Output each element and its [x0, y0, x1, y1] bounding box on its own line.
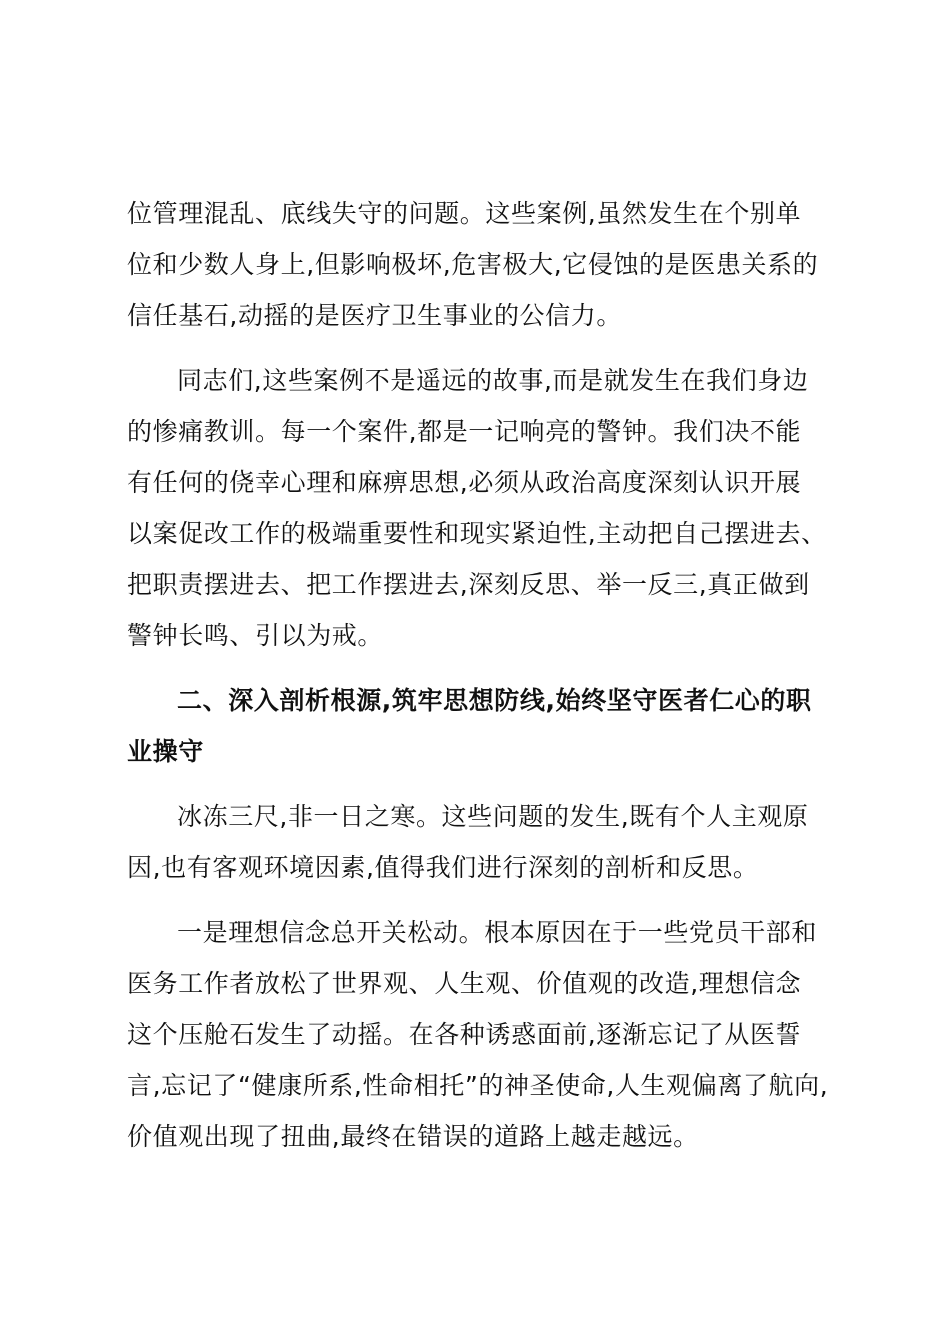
text-line: 价值观出现了扭曲,最终在错误的道路上越走越远。	[127, 1122, 699, 1151]
text-line: 警钟长鸣、引以为戒。	[127, 621, 384, 650]
section-heading	[127, 675, 819, 777]
text-line: 位管理混乱、底线失守的问题。这些案例,虽然发生在个别单	[127, 199, 802, 228]
heading-line: 二、深入剖析根源,筑牢思想防线,始终坚守医者仁心的职	[177, 686, 812, 715]
text-line: 因,也有客观环境因素,值得我们进行深刻的剖析和反思。	[127, 853, 759, 882]
text-line: 冰冻三尺,非一日之寒。这些问题的发生,既有个人主观原	[177, 802, 809, 831]
text-line: 这个压舱石发生了动摇。在各种诱惑面前,逐渐忘记了从医誓	[127, 1020, 802, 1049]
document-body	[127, 188, 829, 1176]
paragraph-warning	[127, 355, 827, 661]
text-line: 位和少数人身上,但影响极坏,危害极大,它侵蚀的是医患关系的	[127, 250, 819, 279]
text-line: 有任何的侥幸心理和麻痹思想,必须从政治高度深刻认识开展	[127, 468, 802, 497]
text-line: 同志们,这些案例不是遥远的故事,而是就发生在我们身边	[177, 366, 809, 395]
paragraph-root-cause-intro	[127, 791, 819, 893]
text-line: 一是理想信念总开关松动。根本原因在于一些党员干部和	[177, 918, 818, 947]
text-line: 的惨痛教训。每一个案件,都是一记响亮的警钟。我们决不能	[127, 417, 802, 446]
text-line: 把职责摆进去、把工作摆进去,深刻反思、举一反三,真正做到	[127, 570, 810, 599]
text-line: 言,忘记了“健康所系,性命相托”的神圣使命,人生观偏离了航向,	[127, 1071, 829, 1100]
paragraph-case-impact	[127, 188, 819, 341]
text-line: 信任基石,动摇的是医疗卫生事业的公信力。	[127, 301, 622, 330]
paragraph-ideals-belief	[127, 907, 829, 1162]
text-line: 以案促改工作的极端重要性和现实紧迫性,主动把自己摆进去、	[127, 519, 827, 548]
text-line: 医务工作者放松了世界观、人生观、价值观的改造,理想信念	[127, 969, 802, 998]
heading-line: 业操守	[127, 737, 204, 766]
